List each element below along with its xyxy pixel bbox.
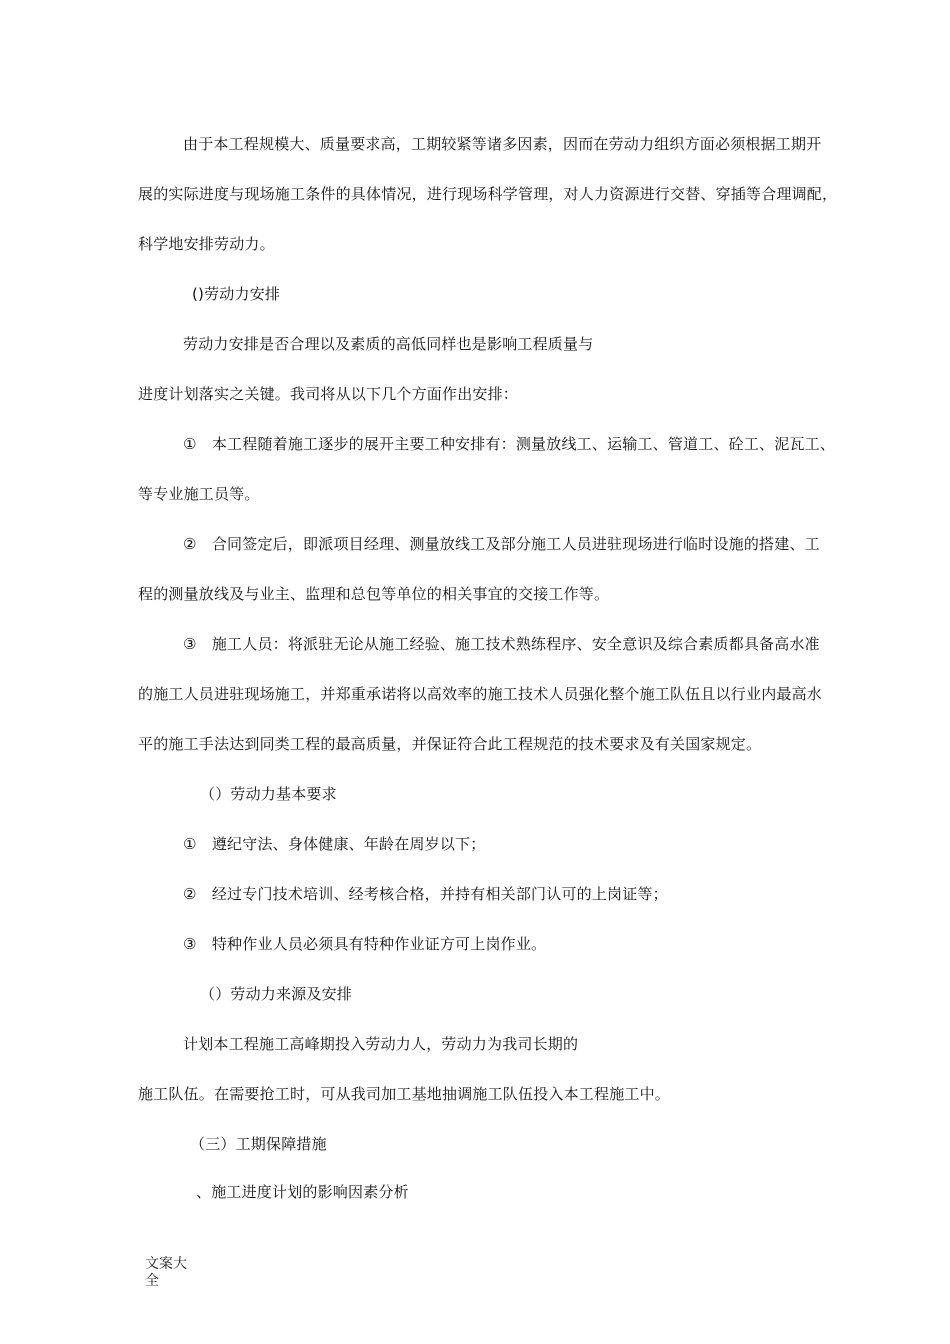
page-footer: 文案大全 bbox=[145, 1256, 187, 1289]
paragraph-line: 等专业施工员等。 bbox=[138, 485, 260, 503]
paragraph-line: 展的实际进度与现场施工条件的具体情况，进行现场科学管理，对人力资源进行交替、穿插等合理调配， bbox=[138, 185, 838, 203]
paragraph-line: 平的施工手法达到同类工程的最高质量，并保证符合此工程规范的技术要求及有关国家规定。 bbox=[138, 735, 762, 753]
list-item: ① 本工程随着施工逐步的展开主要工种安排有：测量放线工、运输工、管道工、砼工、泥瓦工、 bbox=[183, 435, 836, 453]
paragraph-line: 劳动力安排是否合理以及素质的高低同样也是影响工程质量与 bbox=[183, 335, 594, 353]
paragraph-line: 进度计划落实之关键。我司将从以下几个方面作出安排： bbox=[138, 385, 519, 403]
paragraph-line: 计划本工程施工高峰期投入劳动力人，劳动力为我司长期的 bbox=[183, 1035, 579, 1053]
section-heading: （）劳动力来源及安排 bbox=[200, 985, 353, 1003]
section-heading: （）劳动力基本要求 bbox=[200, 785, 337, 803]
list-item: ③ 施工人员：将派驻无论从施工经验、施工技术熟练程序、安全意识及综合素质都具备高水准 bbox=[183, 635, 820, 653]
list-item: ② 经过专门技术培训、经考核合格，并持有相关部门认可的上岗证等； bbox=[183, 885, 668, 903]
list-item: ② 合同签定后，即派项目经理、测量放线工及部分施工人员进驻现场进行临时设施的搭建、工 bbox=[183, 535, 820, 553]
paragraph-line: 由于本工程规模大、质量要求高，工期较紧等诸多因素，因而在劳动力组织方面必须根据工期开 bbox=[183, 135, 822, 153]
paragraph-line: 程的测量放线及与业主、监理和总包等单位的相关事宜的交接工作等。 bbox=[138, 585, 610, 603]
section-heading: （三）工期保障措施 bbox=[190, 1135, 327, 1153]
list-item: ① 遵纪守法、身体健康、年龄在周岁以下； bbox=[183, 835, 486, 853]
subsection-heading: 、施工进度计划的影响因素分析 bbox=[196, 1183, 409, 1201]
paragraph-line: 施工队伍。在需要抢工时，可从我司加工基地抽调施工队伍投入本工程施工中。 bbox=[138, 1085, 671, 1103]
section-heading: ()劳动力安排 bbox=[192, 285, 281, 303]
paragraph-line: 科学地安排劳动力。 bbox=[138, 235, 275, 253]
list-item: ③ 特种作业人员必须具有特种作业证方可上岗作业。 bbox=[183, 935, 547, 953]
paragraph-line: 的施工人员进驻现场施工，并郑重承诺将以高效率的施工技术人员强化整个施工队伍且以行业内最高水 bbox=[138, 685, 823, 703]
